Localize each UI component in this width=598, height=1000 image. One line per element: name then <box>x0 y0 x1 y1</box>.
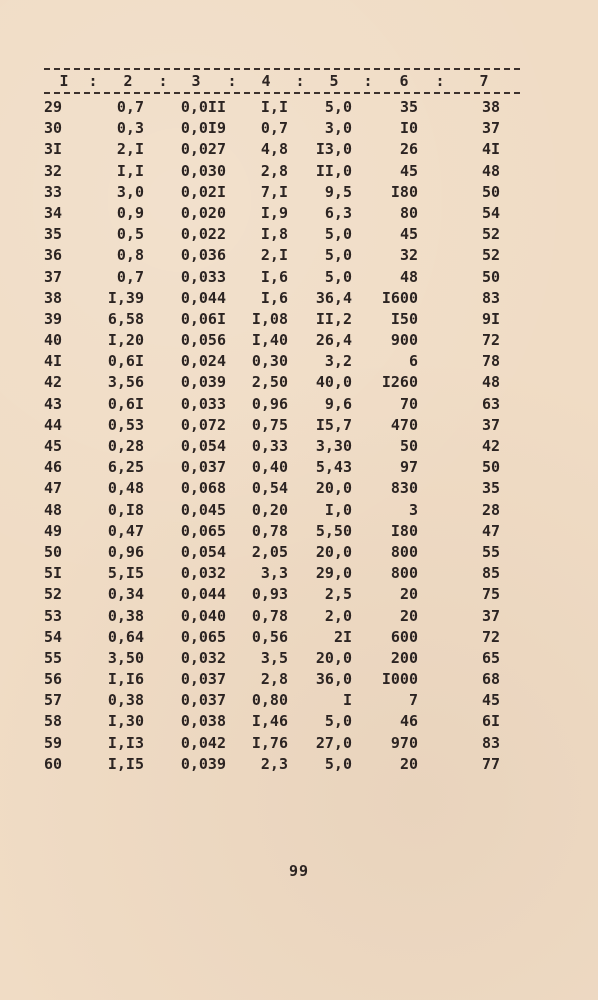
table-cell-col-5: II,0 <box>315 161 352 180</box>
table-cell-col-4: 0,56 <box>251 627 288 646</box>
table-cell-col-3: 0,02I <box>180 182 226 201</box>
table-row <box>0 394 598 415</box>
table-cell-col-7: 77 <box>481 754 500 773</box>
table-cell-col-4: 2,3 <box>260 754 288 773</box>
table-cell-col-1: 55 <box>44 648 63 667</box>
table-cell-col-6: 830 <box>390 479 418 498</box>
table-cell-col-7: 45 <box>481 691 500 710</box>
table-cell-col-7: 52 <box>481 225 500 244</box>
table-cell-col-2: 0,3 <box>116 119 144 138</box>
table-cell-col-5: 36,4 <box>315 288 352 307</box>
table-top-rule <box>44 68 520 70</box>
header-col-3: 3 <box>191 72 201 90</box>
header-separator: : <box>158 72 168 90</box>
table-row <box>0 711 598 732</box>
table-cell-col-1: 43 <box>44 394 63 413</box>
table-cell-col-1: 36 <box>44 246 63 265</box>
table-cell-col-3: 0,068 <box>180 479 226 498</box>
table-cell-col-5: I <box>342 691 352 710</box>
table-cell-col-6: 200 <box>390 648 418 667</box>
table-cell-col-2: I,20 <box>107 331 144 350</box>
table-row <box>0 97 598 118</box>
table-cell-col-6: I80 <box>390 521 418 540</box>
table-row <box>0 669 598 690</box>
table-cell-col-5: 5,0 <box>324 246 352 265</box>
table-header <box>0 71 598 91</box>
table-cell-col-2: 6,25 <box>107 458 144 477</box>
table-cell-col-1: 50 <box>44 542 63 561</box>
table-cell-col-3: 0,044 <box>180 585 226 604</box>
table-cell-col-5: 5,0 <box>324 98 352 116</box>
table-cell-col-6: I80 <box>390 182 418 201</box>
table-cell-col-7: 78 <box>481 352 500 371</box>
table-cell-col-4: I,6 <box>260 267 288 286</box>
table-cell-col-5: 9,6 <box>324 394 352 413</box>
table-cell-col-6: 20 <box>399 754 418 773</box>
table-cell-col-3: 0,033 <box>180 267 226 286</box>
table-cell-col-7: 83 <box>481 733 500 752</box>
table-cell-col-3: 0,056 <box>180 331 226 350</box>
table-cell-col-5: 5,50 <box>315 521 352 540</box>
table-cell-col-7: 50 <box>481 267 500 286</box>
table-cell-col-2: I,I6 <box>107 670 144 689</box>
table-cell-col-3: 0,040 <box>180 606 226 625</box>
table-cell-col-6: 97 <box>399 458 418 477</box>
table-cell-col-1: 33 <box>44 182 63 201</box>
table-row <box>0 161 598 182</box>
table-row <box>0 457 598 478</box>
table-cell-col-1: 38 <box>44 288 63 307</box>
table-cell-col-2: I,39 <box>107 288 144 307</box>
header-col-1: I <box>59 72 69 90</box>
table-cell-col-5: 36,0 <box>315 670 352 689</box>
table-cell-col-1: 58 <box>44 712 63 731</box>
table-cell-col-2: 0,9 <box>116 203 144 222</box>
table-cell-col-1: 46 <box>44 458 63 477</box>
table-cell-col-1: 56 <box>44 670 63 689</box>
table-cell-col-6: 600 <box>390 627 418 646</box>
table-cell-col-6: 6 <box>408 352 418 371</box>
table-cell-col-4: 0,80 <box>251 691 288 710</box>
table-cell-col-1: 30 <box>44 119 63 138</box>
table-cell-col-3: 0,039 <box>180 754 226 773</box>
table-cell-col-2: 0,28 <box>107 437 144 455</box>
table-row <box>0 372 598 393</box>
table-cell-col-4: I,08 <box>251 309 288 328</box>
table-cell-col-1: 59 <box>44 733 63 752</box>
header-separator: : <box>295 72 305 90</box>
table-cell-col-5: 5,0 <box>324 225 352 244</box>
table-row <box>0 584 598 605</box>
table-cell-col-3: 0,065 <box>180 521 226 540</box>
table-cell-col-7: 83 <box>481 288 500 307</box>
table-header-rule <box>44 92 520 94</box>
table-cell-col-7: 38 <box>481 98 500 116</box>
table-cell-col-7: 6I <box>481 712 500 731</box>
table-row <box>0 478 598 499</box>
table-cell-col-5: 5,43 <box>315 458 352 477</box>
table-row <box>0 606 598 627</box>
table-row <box>0 542 598 563</box>
data-table <box>0 97 598 775</box>
table-cell-col-1: 44 <box>44 415 63 434</box>
table-cell-col-7: 50 <box>481 182 500 201</box>
table-cell-col-6: 48 <box>399 267 418 286</box>
table-row <box>0 733 598 754</box>
table-cell-col-7: 48 <box>481 373 500 392</box>
table-cell-col-2: 0,64 <box>107 627 144 646</box>
table-cell-col-6: 800 <box>390 564 418 583</box>
table-cell-col-2: 0,I8 <box>107 500 144 519</box>
table-cell-col-4: 0,93 <box>251 585 288 604</box>
table-cell-col-1: 47 <box>44 479 63 498</box>
table-cell-col-1: 57 <box>44 691 63 710</box>
table-row <box>0 267 598 288</box>
table-cell-col-6: 50 <box>399 437 418 455</box>
header-col-6: 6 <box>399 72 409 90</box>
table-cell-col-1: 49 <box>44 521 63 540</box>
table-cell-col-3: 0,037 <box>180 670 226 689</box>
table-cell-col-2: 0,47 <box>107 521 144 540</box>
table-cell-col-1: 34 <box>44 203 63 222</box>
table-cell-col-2: 3,56 <box>107 373 144 392</box>
table-cell-col-7: 63 <box>481 394 500 413</box>
table-cell-col-6: 32 <box>399 246 418 265</box>
table-cell-col-2: 0,53 <box>107 415 144 434</box>
table-cell-col-1: 37 <box>44 267 63 286</box>
page-number: 99 <box>288 862 310 880</box>
table-cell-col-6: 470 <box>390 415 418 434</box>
header-separator: : <box>363 72 373 90</box>
table-row <box>0 118 598 139</box>
table-cell-col-6: 970 <box>390 733 418 752</box>
table-cell-col-3: 0,038 <box>180 712 226 731</box>
table-cell-col-3: 0,036 <box>180 246 226 265</box>
table-cell-col-7: 35 <box>481 479 500 498</box>
table-cell-col-1: 42 <box>44 373 63 392</box>
table-cell-col-6: 800 <box>390 542 418 561</box>
table-cell-col-7: 37 <box>481 415 500 434</box>
table-cell-col-3: 0,032 <box>180 648 226 667</box>
table-cell-col-5: I,0 <box>324 500 352 519</box>
table-cell-col-2: I,I <box>116 161 144 180</box>
table-row <box>0 648 598 669</box>
header-separator: : <box>435 72 445 90</box>
table-cell-col-7: 37 <box>481 606 500 625</box>
table-row <box>0 309 598 330</box>
table-cell-col-1: 54 <box>44 627 63 646</box>
table-cell-col-5: 2,5 <box>324 585 352 604</box>
table-cell-col-3: 0,065 <box>180 627 226 646</box>
table-cell-col-5: 3,2 <box>324 352 352 371</box>
table-cell-col-4: 2,50 <box>251 373 288 392</box>
table-cell-col-1: 39 <box>44 309 63 328</box>
table-row <box>0 415 598 436</box>
table-cell-col-4: 0,20 <box>251 500 288 519</box>
table-cell-col-4: 2,8 <box>260 161 288 180</box>
table-cell-col-5: 5,0 <box>324 712 352 731</box>
table-cell-col-1: 48 <box>44 500 63 519</box>
table-cell-col-6: 45 <box>399 161 418 180</box>
table-cell-col-1: 40 <box>44 331 63 350</box>
table-cell-col-6: 900 <box>390 331 418 350</box>
table-row <box>0 351 598 372</box>
table-row <box>0 627 598 648</box>
table-cell-col-7: 4I <box>481 140 500 159</box>
table-cell-col-3: 0,037 <box>180 458 226 477</box>
table-cell-col-2: 0,38 <box>107 606 144 625</box>
table-cell-col-6: 46 <box>399 712 418 731</box>
table-cell-col-3: 0,0I9 <box>180 119 226 138</box>
table-cell-col-5: 29,0 <box>315 564 352 583</box>
table-cell-col-4: I,40 <box>251 331 288 350</box>
table-cell-col-2: 0,6I <box>107 352 144 371</box>
table-cell-col-4: 0,33 <box>251 437 288 455</box>
table-row <box>0 224 598 245</box>
table-row <box>0 288 598 309</box>
table-cell-col-4: 2,05 <box>251 542 288 561</box>
table-cell-col-5: 9,5 <box>324 182 352 201</box>
table-cell-col-5: 6,3 <box>324 203 352 222</box>
table-cell-col-5: II,2 <box>315 309 352 328</box>
table-cell-col-5: 5,0 <box>324 267 352 286</box>
table-cell-col-6: 26 <box>399 140 418 159</box>
table-cell-col-5: 3,30 <box>315 437 352 455</box>
table-cell-col-1: 60 <box>44 754 63 773</box>
table-cell-col-2: 5,I5 <box>107 564 144 583</box>
table-cell-col-6: 70 <box>399 394 418 413</box>
table-cell-col-3: 0,030 <box>180 161 226 180</box>
table-cell-col-4: 0,75 <box>251 415 288 434</box>
table-cell-col-7: 48 <box>481 161 500 180</box>
table-cell-col-5: 2I <box>333 627 352 646</box>
table-cell-col-2: 0,7 <box>116 267 144 286</box>
table-cell-col-7: 50 <box>481 458 500 477</box>
table-cell-col-1: 29 <box>44 98 63 116</box>
table-cell-col-2: I,30 <box>107 712 144 731</box>
table-cell-col-2: 2,I <box>116 140 144 159</box>
table-row <box>0 330 598 351</box>
table-cell-col-4: 3,3 <box>260 564 288 583</box>
table-row <box>0 203 598 224</box>
table-cell-col-1: 53 <box>44 606 63 625</box>
table-cell-col-2: 0,34 <box>107 585 144 604</box>
table-cell-col-4: I,6 <box>260 288 288 307</box>
header-separator: : <box>227 72 237 90</box>
table-cell-col-2: 0,7 <box>116 98 144 116</box>
table-cell-col-5: 2,0 <box>324 606 352 625</box>
table-cell-col-7: 72 <box>481 331 500 350</box>
table-cell-col-6: 3 <box>408 500 418 519</box>
table-cell-col-4: 0,78 <box>251 606 288 625</box>
table-cell-col-3: 0,032 <box>180 564 226 583</box>
table-cell-col-6: 35 <box>399 98 418 116</box>
table-cell-col-7: 47 <box>481 521 500 540</box>
table-cell-col-3: 0,037 <box>180 691 226 710</box>
table-cell-col-1: 45 <box>44 437 63 455</box>
table-cell-col-5: 5,0 <box>324 754 352 773</box>
table-cell-col-3: 0,039 <box>180 373 226 392</box>
table-cell-col-4: 0,96 <box>251 394 288 413</box>
table-cell-col-7: 85 <box>481 564 500 583</box>
table-cell-col-2: I,I3 <box>107 733 144 752</box>
table-cell-col-3: 0,06I <box>180 309 226 328</box>
table-cell-col-3: 0,042 <box>180 733 226 752</box>
table-cell-col-2: 0,38 <box>107 691 144 710</box>
table-cell-col-2: 0,96 <box>107 542 144 561</box>
table-cell-col-5: 20,0 <box>315 479 352 498</box>
header-col-5: 5 <box>329 72 339 90</box>
header-separator: : <box>88 72 98 90</box>
table-cell-col-4: I,9 <box>260 203 288 222</box>
table-cell-col-6: I260 <box>381 373 418 392</box>
table-row <box>0 754 598 775</box>
table-cell-col-4: 0,54 <box>251 479 288 498</box>
table-cell-col-1: 4I <box>44 352 63 371</box>
table-cell-col-6: I000 <box>381 670 418 689</box>
table-cell-col-7: 37 <box>481 119 500 138</box>
table-cell-col-4: 7,I <box>260 182 288 201</box>
table-cell-col-2: 6,58 <box>107 309 144 328</box>
table-cell-col-2: 0,5 <box>116 225 144 244</box>
table-cell-col-6: 45 <box>399 225 418 244</box>
table-cell-col-7: 65 <box>481 648 500 667</box>
table-cell-col-7: 68 <box>481 670 500 689</box>
table-cell-col-7: 52 <box>481 246 500 265</box>
table-cell-col-4: 4,8 <box>260 140 288 159</box>
header-col-4: 4 <box>261 72 271 90</box>
table-cell-col-2: 3,0 <box>116 182 144 201</box>
table-cell-col-7: 72 <box>481 627 500 646</box>
table-cell-col-3: 0,020 <box>180 203 226 222</box>
table-cell-col-5: 20,0 <box>315 648 352 667</box>
table-cell-col-3: 0,044 <box>180 288 226 307</box>
table-cell-col-3: 0,027 <box>180 140 226 159</box>
table-cell-col-4: 0,30 <box>251 352 288 371</box>
table-cell-col-1: 32 <box>44 161 63 180</box>
table-cell-col-6: 80 <box>399 203 418 222</box>
table-cell-col-6: I50 <box>390 309 418 328</box>
table-cell-col-1: 5I <box>44 564 63 583</box>
table-cell-col-4: 2,I <box>260 246 288 265</box>
header-col-7: 7 <box>479 72 489 90</box>
table-cell-col-5: 3,0 <box>324 119 352 138</box>
table-cell-col-5: 27,0 <box>315 733 352 752</box>
table-cell-col-7: 54 <box>481 203 500 222</box>
table-cell-col-7: 28 <box>481 500 500 519</box>
table-row <box>0 436 598 457</box>
header-col-2: 2 <box>123 72 133 90</box>
table-cell-col-4: 0,78 <box>251 521 288 540</box>
table-cell-col-6: 7 <box>408 691 418 710</box>
table-row <box>0 690 598 711</box>
table-cell-col-7: 42 <box>481 437 500 455</box>
table-cell-col-4: I,46 <box>251 712 288 731</box>
table-cell-col-1: 52 <box>44 585 63 604</box>
table-cell-col-5: 40,0 <box>315 373 352 392</box>
table-row <box>0 245 598 266</box>
table-cell-col-4: I,I <box>260 98 288 116</box>
table-cell-col-3: 0,054 <box>180 542 226 561</box>
table-cell-col-3: 0,0II <box>180 98 226 116</box>
table-cell-col-1: 35 <box>44 225 63 244</box>
table-row <box>0 139 598 160</box>
table-cell-col-6: I600 <box>381 288 418 307</box>
table-row <box>0 500 598 521</box>
table-cell-col-2: 0,48 <box>107 479 144 498</box>
table-cell-col-4: 0,40 <box>251 458 288 477</box>
table-row <box>0 521 598 542</box>
table-cell-col-2: 0,6I <box>107 394 144 413</box>
table-cell-col-6: 20 <box>399 606 418 625</box>
table-row <box>0 182 598 203</box>
table-row <box>0 563 598 584</box>
table-cell-col-7: 9I <box>481 309 500 328</box>
table-cell-col-3: 0,045 <box>180 500 226 519</box>
table-cell-col-5: I3,0 <box>315 140 352 159</box>
table-cell-col-4: I,8 <box>260 225 288 244</box>
table-cell-col-4: 3,5 <box>260 648 288 667</box>
table-cell-col-3: 0,054 <box>180 437 226 455</box>
table-cell-col-4: 2,8 <box>260 670 288 689</box>
table-cell-col-2: I,I5 <box>107 754 144 773</box>
table-cell-col-3: 0,024 <box>180 352 226 371</box>
table-cell-col-4: I,76 <box>251 733 288 752</box>
table-cell-col-2: 0,8 <box>116 246 144 265</box>
table-cell-col-5: 26,4 <box>315 331 352 350</box>
table-cell-col-7: 75 <box>481 585 500 604</box>
table-cell-col-4: 0,7 <box>260 119 288 138</box>
table-cell-col-3: 0,022 <box>180 225 226 244</box>
table-cell-col-3: 0,033 <box>180 394 226 413</box>
table-cell-col-3: 0,072 <box>180 415 226 434</box>
table-cell-col-6: I0 <box>399 119 418 138</box>
table-cell-col-7: 55 <box>481 542 500 561</box>
table-cell-col-6: 20 <box>399 585 418 604</box>
table-cell-col-5: I5,7 <box>315 415 352 434</box>
table-cell-col-2: 3,50 <box>107 648 144 667</box>
table-cell-col-5: 20,0 <box>315 542 352 561</box>
table-cell-col-1: 3I <box>44 140 63 159</box>
